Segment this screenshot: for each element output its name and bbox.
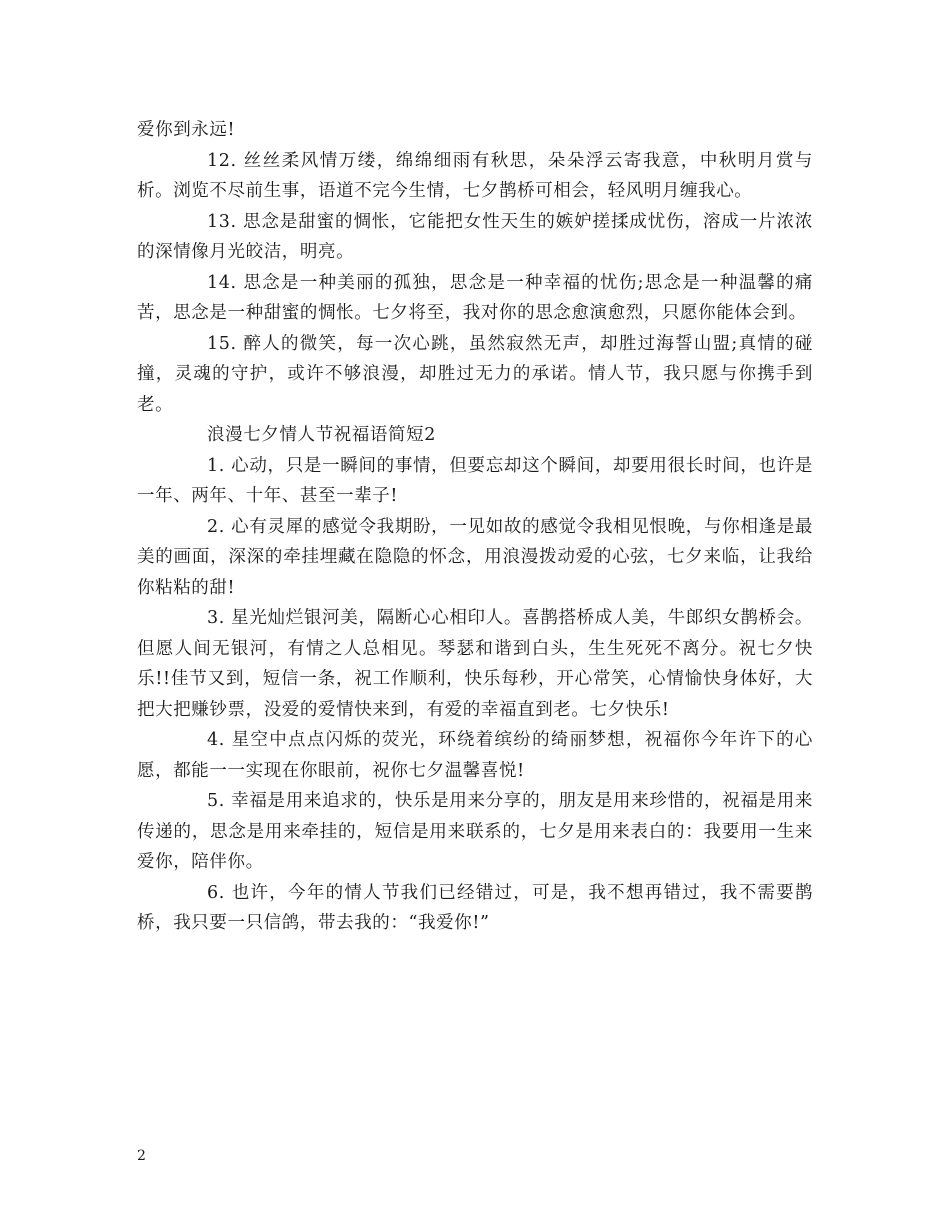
paragraph-item-6: 6. 也许，今年的情人节我们已经错过，可是，我不想再错过，我不需要鹊桥，我只要一只信鸽，带去我的：“我爱你!”: [137, 882, 813, 933]
section-heading: 浪漫七夕情人节祝福语简短2: [207, 425, 436, 445]
paragraph-item-14: 14. 思念是一种美丽的孤独，思念是一种幸福的忧伤;思念是一种温馨的痛苦，思念是一种甜蜜的惆怅。七夕将至，我对你的思念愈演愈烈，只愿你能体会到。: [137, 272, 813, 323]
paragraph-item-12: 12. 丝丝柔风情万缕，绵绵细雨有秋思，朵朵浮云寄我意，中秋明月赏与析。浏览不尽前生事，语道不完今生情，七夕鹊桥可相会，轻风明月缠我心。: [137, 150, 813, 201]
paragraph-item-15: 15. 醉人的微笑，每一次心跳，虽然寂然无声，却胜过海誓山盟;真情的碰撞，灵魂的守护，或许不够浪漫，却胜过无力的承诺。情人节，我只愿与你携手到老。: [137, 333, 813, 415]
paragraph-item-5: 5. 幸福是用来追求的，快乐是用来分享的，朋友是用来珍惜的，祝福是用来传递的，思念是用来牵挂的，短信是用来联系的，七夕是用来表白的：我要用一生来爱你，陪伴你。: [137, 791, 813, 872]
paragraph-item-4: 4. 星空中点点闪烁的荧光，环绕着缤纷的绮丽梦想，祝福你今年许下的心愿，都能一一实现在你眼前，祝你七夕温馨喜悦!: [137, 730, 813, 781]
paragraph-item-1: 1. 心动，只是一瞬间的事情，但要忘却这个瞬间，却要用很长时间，也许是一年、两年、十年、甚至一辈子!: [137, 455, 813, 506]
paragraph-continuation: 爱你到永远!: [137, 120, 236, 140]
paragraph-item-2: 2. 心有灵犀的感觉令我期盼，一见如故的感觉令我相见恨晚，与你相逢是最美的画面，深深的牵挂埋藏在隐隐的怀念，用浪漫拨动爱的心弦，七夕来临，让我给你粘粘的甜!: [137, 516, 813, 598]
document-body: [137, 115, 813, 939]
page-number: 2: [137, 1148, 146, 1164]
paragraph-item-13: 13. 思念是甜蜜的惆怅，它能把女性天生的嫉妒搓揉成忧伤，溶成一片浓浓的深情像月光皎洁，明亮。: [137, 211, 813, 262]
paragraph-item-3: 3. 星光灿烂银河美，隔断心心相印人。喜鹊搭桥成人美，牛郎织女鹊桥会。但愿人间无银河，有情之人总相见。琴瑟和谐到白头，生生死死不离分。祝七夕快乐!!佳节又到，短信一条，祝工作顺利，快乐每秒，开心常笑，心情愉快身体好，大把大把赚钞票，没爱的爱情快来到，有爱的幸福直到老。七夕快乐!: [137, 608, 813, 720]
